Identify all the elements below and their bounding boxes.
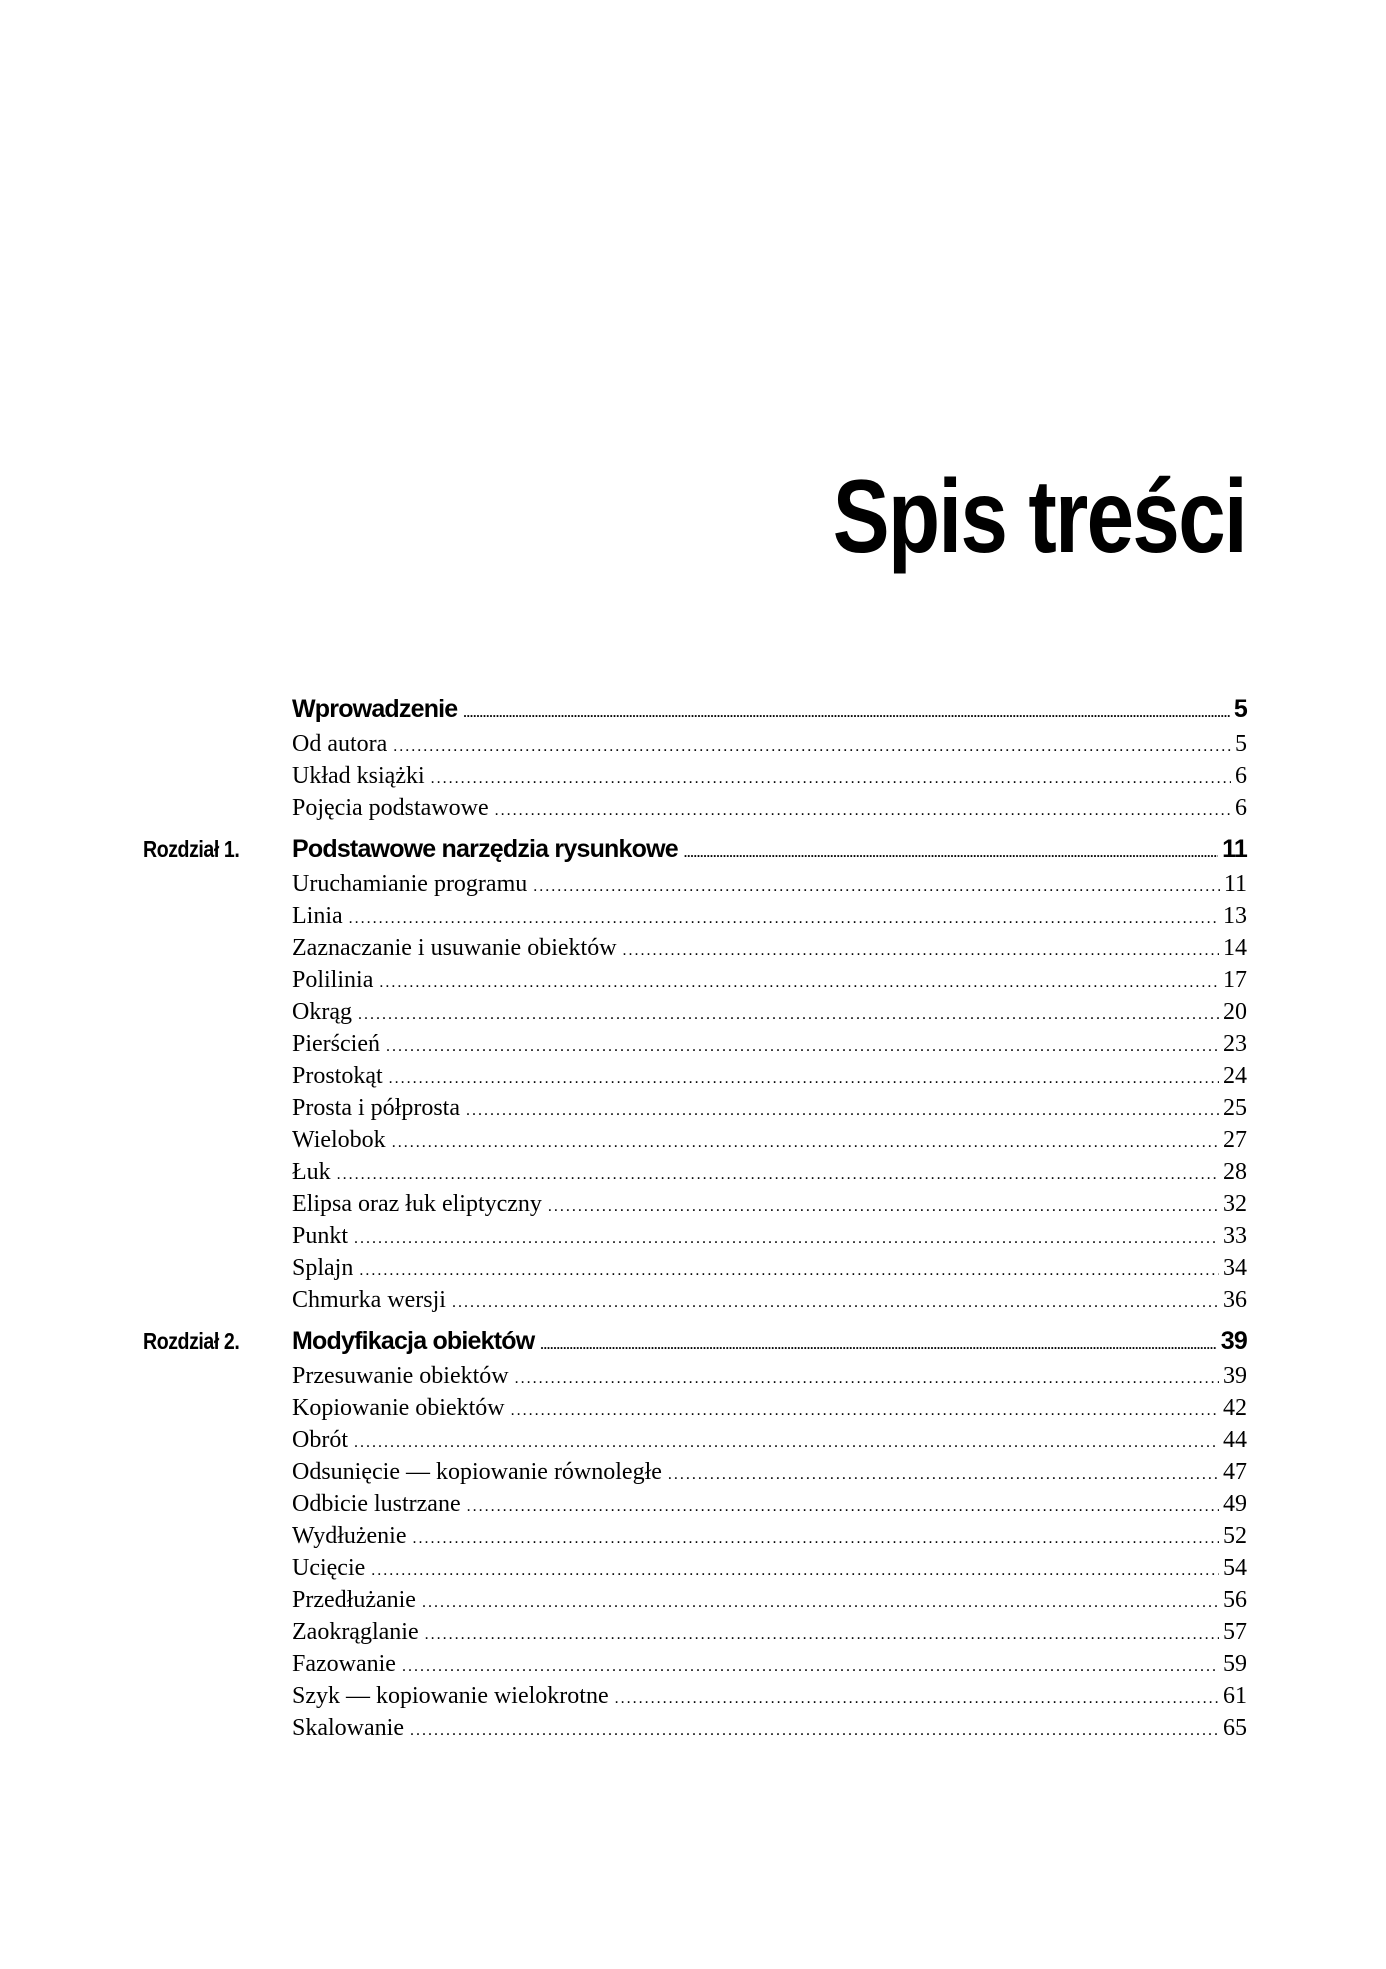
- toc-item-row: [143, 1252, 1247, 1284]
- toc-item-entry[interactable]: [292, 1188, 1247, 1220]
- toc-item-row: [143, 964, 1247, 996]
- item-title: Fazowanie: [292, 1651, 396, 1677]
- item-page-number: 65: [1223, 1715, 1247, 1741]
- item-title: Okrąg: [292, 999, 352, 1025]
- dot-leader: [410, 1723, 1219, 1739]
- toc-item-entry[interactable]: [292, 760, 1247, 792]
- item-title: Pierścień: [292, 1031, 380, 1057]
- item-page-number: 56: [1223, 1587, 1247, 1613]
- toc-item-row: [143, 1284, 1247, 1316]
- item-page-number: 36: [1223, 1287, 1247, 1313]
- dot-leader: [431, 771, 1231, 787]
- item-page-number: 42: [1223, 1395, 1247, 1421]
- toc-item-row: [143, 1552, 1247, 1584]
- toc-item-entry[interactable]: [292, 1360, 1247, 1392]
- item-title: Odsunięcie — kopiowanie równoległe: [292, 1459, 662, 1485]
- item-title: Punkt: [292, 1223, 349, 1249]
- toc-chapter-row: [143, 830, 1247, 868]
- item-page-number: 28: [1223, 1159, 1247, 1185]
- dot-leader: [389, 1071, 1219, 1087]
- dot-leader: [684, 846, 1218, 859]
- dot-leader: [466, 1103, 1219, 1119]
- item-title: Odbicie lustrzane: [292, 1491, 461, 1517]
- item-page-number: 52: [1223, 1523, 1247, 1549]
- dot-leader: [349, 911, 1219, 927]
- dot-leader: [359, 1263, 1219, 1279]
- item-title: Elipsa oraz łuk eliptyczny: [292, 1191, 542, 1217]
- toc-item-entry[interactable]: [292, 1456, 1247, 1488]
- item-title: Chmurka wersji: [292, 1287, 446, 1313]
- item-page-number: 59: [1223, 1651, 1247, 1677]
- toc-item-row: [143, 1092, 1247, 1124]
- toc-item-entry[interactable]: [292, 1488, 1247, 1520]
- dot-leader: [413, 1531, 1219, 1547]
- toc-item-entry[interactable]: [292, 964, 1247, 996]
- chapter-number-label: Rozdział 2.: [143, 1328, 240, 1354]
- item-title: Przesuwanie obiektów: [292, 1363, 509, 1389]
- toc-item-entry[interactable]: [292, 1680, 1247, 1712]
- item-title: Prosta i półprosta: [292, 1095, 460, 1121]
- dot-leader: [495, 803, 1231, 819]
- toc-item-row: [143, 1648, 1247, 1680]
- dot-leader: [540, 1338, 1216, 1351]
- dot-leader: [354, 1435, 1219, 1451]
- toc-item-entry[interactable]: [292, 1220, 1247, 1252]
- toc-item-entry[interactable]: [292, 792, 1247, 824]
- toc-item-row: [143, 1680, 1247, 1712]
- toc-item-entry[interactable]: [292, 932, 1247, 964]
- toc-item-row: [143, 1156, 1247, 1188]
- toc-item-row: [143, 1360, 1247, 1392]
- dot-leader: [358, 1007, 1219, 1023]
- item-page-number: 17: [1223, 967, 1247, 993]
- toc-item-row: [143, 1456, 1247, 1488]
- item-title: Skalowanie: [292, 1715, 404, 1741]
- item-title: Szyk — kopiowanie wielokrotne: [292, 1683, 609, 1709]
- item-page-number: 23: [1223, 1031, 1247, 1057]
- toc-item-row: [143, 760, 1247, 792]
- toc-item-entry[interactable]: [292, 1124, 1247, 1156]
- dot-leader: [515, 1371, 1219, 1387]
- item-page-number: 47: [1223, 1459, 1247, 1485]
- dot-leader: [422, 1595, 1219, 1611]
- chapter-page-number: 11: [1222, 835, 1247, 863]
- item-page-number: 20: [1223, 999, 1247, 1025]
- item-title: Zaznaczanie i usuwanie obiektów: [292, 935, 617, 961]
- toc-item-entry[interactable]: [292, 1284, 1247, 1316]
- item-title: Pojęcia podstawowe: [292, 795, 489, 821]
- chapter-title: Modyfikacja obiektów: [292, 1327, 535, 1355]
- table-of-contents: [143, 690, 1247, 1744]
- toc-item-row: [143, 728, 1247, 760]
- dot-leader: [425, 1627, 1219, 1643]
- toc-item-row: [143, 792, 1247, 824]
- toc-item-entry[interactable]: [292, 1648, 1247, 1680]
- toc-item-row: [143, 1060, 1247, 1092]
- item-title: Prostokąt: [292, 1063, 383, 1089]
- item-title: Ucięcie: [292, 1555, 366, 1581]
- item-title: Splajn: [292, 1255, 354, 1281]
- item-page-number: 14: [1223, 935, 1247, 961]
- item-page-number: 34: [1223, 1255, 1247, 1281]
- item-page-number: 25: [1223, 1095, 1247, 1121]
- dot-leader: [393, 739, 1231, 755]
- toc-item-row: [143, 868, 1247, 900]
- dot-leader: [392, 1135, 1219, 1151]
- toc-item-entry[interactable]: [292, 1712, 1247, 1744]
- toc-chapter-row: [143, 1322, 1247, 1360]
- chapter-title: Podstawowe narzędzia rysunkowe: [292, 835, 678, 863]
- item-title: Kopiowanie obiektów: [292, 1395, 505, 1421]
- toc-item-row: [143, 900, 1247, 932]
- dot-leader: [337, 1167, 1219, 1183]
- item-page-number: 54: [1223, 1555, 1247, 1581]
- toc-item-entry[interactable]: [292, 1392, 1247, 1424]
- toc-chapter-row: [143, 690, 1247, 728]
- item-page-number: 39: [1223, 1363, 1247, 1389]
- dot-leader: [623, 943, 1219, 959]
- item-page-number: 27: [1223, 1127, 1247, 1153]
- dot-leader: [371, 1563, 1219, 1579]
- dot-leader: [379, 975, 1219, 991]
- item-page-number: 24: [1223, 1063, 1247, 1089]
- toc-item-entry[interactable]: [292, 728, 1247, 760]
- toc-item-entry[interactable]: [292, 1028, 1247, 1060]
- toc-item-entry[interactable]: [292, 1060, 1247, 1092]
- item-title: Obrót: [292, 1427, 348, 1453]
- item-page-number: 49: [1223, 1491, 1247, 1517]
- page-title: Spis treści: [832, 459, 1246, 575]
- item-page-number: 33: [1223, 1223, 1247, 1249]
- toc-item-entry[interactable]: [292, 1424, 1247, 1456]
- item-title: Linia: [292, 903, 343, 929]
- item-page-number: 61: [1223, 1683, 1247, 1709]
- dot-leader: [386, 1039, 1219, 1055]
- dot-leader: [533, 879, 1220, 895]
- toc-item-row: [143, 1220, 1247, 1252]
- toc-item-entry[interactable]: [292, 1156, 1247, 1188]
- item-page-number: 11: [1223, 871, 1247, 897]
- dot-leader: [463, 706, 1229, 719]
- item-title: Zaokrąglanie: [292, 1619, 419, 1645]
- item-title: Wielobok: [292, 1127, 386, 1153]
- item-title: Łuk: [292, 1159, 331, 1185]
- toc-item-entry[interactable]: [292, 1552, 1247, 1584]
- toc-item-entry[interactable]: [292, 868, 1247, 900]
- toc-item-row: [143, 1520, 1247, 1552]
- toc-item-entry[interactable]: [292, 1584, 1247, 1616]
- toc-item-row: [143, 1028, 1247, 1060]
- dot-leader: [615, 1691, 1219, 1707]
- item-title: Polilinia: [292, 967, 374, 993]
- item-page-number: 13: [1223, 903, 1247, 929]
- dot-leader: [402, 1659, 1219, 1675]
- item-page-number: 6: [1235, 795, 1247, 821]
- toc-item-row: [143, 1712, 1247, 1744]
- toc-item-row: [143, 932, 1247, 964]
- toc-item-entry[interactable]: [292, 900, 1247, 932]
- item-page-number: 57: [1223, 1619, 1247, 1645]
- item-page-number: 6: [1235, 763, 1247, 789]
- toc-item-row: [143, 1616, 1247, 1648]
- item-title: Od autora: [292, 731, 388, 757]
- item-page-number: 44: [1223, 1427, 1247, 1453]
- chapter-number-label: Rozdział 1.: [143, 836, 240, 862]
- toc-item-entry[interactable]: [292, 1616, 1247, 1648]
- item-title: Wydłużenie: [292, 1523, 407, 1549]
- dot-leader: [511, 1403, 1219, 1419]
- toc-item-row: [143, 1124, 1247, 1156]
- toc-chapter-entry[interactable]: [292, 1322, 1247, 1360]
- chapter-page-number: 39: [1220, 1327, 1247, 1355]
- item-title: Układ książki: [292, 763, 425, 789]
- toc-chapter-entry[interactable]: [292, 690, 1247, 728]
- item-title: Przedłużanie: [292, 1587, 416, 1613]
- dot-leader: [467, 1499, 1219, 1515]
- toc-item-row: [143, 1392, 1247, 1424]
- item-title: Uruchamianie programu: [292, 871, 528, 897]
- toc-item-entry[interactable]: [292, 1252, 1247, 1284]
- chapter-page-number: 5: [1233, 695, 1247, 723]
- chapter-title: Wprowadzenie: [292, 695, 458, 723]
- toc-item-entry[interactable]: [292, 1092, 1247, 1124]
- toc-item-entry[interactable]: [292, 1520, 1247, 1552]
- dot-leader: [452, 1295, 1219, 1311]
- toc-item-row: [143, 1188, 1247, 1220]
- item-page-number: 5: [1235, 731, 1247, 757]
- toc-chapter-entry[interactable]: [292, 830, 1247, 868]
- dot-leader: [548, 1199, 1219, 1215]
- dot-leader: [668, 1467, 1219, 1483]
- toc-item-row: [143, 996, 1247, 1028]
- toc-item-row: [143, 1488, 1247, 1520]
- toc-item-row: [143, 1424, 1247, 1456]
- dot-leader: [354, 1231, 1219, 1247]
- item-page-number: 32: [1223, 1191, 1247, 1217]
- toc-item-row: [143, 1584, 1247, 1616]
- toc-item-entry[interactable]: [292, 996, 1247, 1028]
